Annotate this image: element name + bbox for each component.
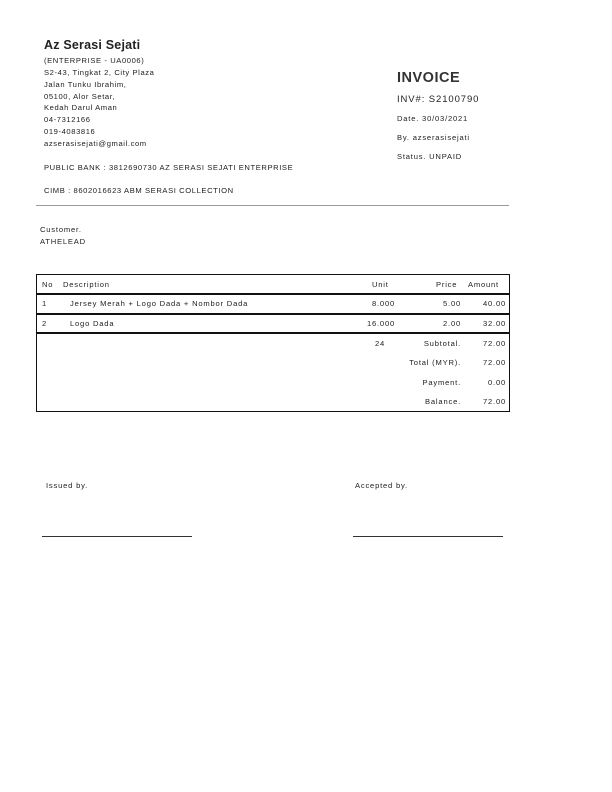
company-name: Az Serasi Sejati [44, 38, 141, 52]
balance-label: Balance. [425, 397, 461, 406]
subtotal-label: Subtotal. [423, 339, 461, 348]
table-row-amount: 32.00 [482, 319, 506, 328]
table-row-price: 2.00 [443, 319, 461, 328]
total-units: 24 [375, 339, 386, 348]
payment-value: 0.00 [488, 378, 506, 387]
company-address-line: Kedah Darul Aman [44, 103, 118, 112]
table-row-description: Jersey Merah + Logo Dada + Nombor Dada [70, 299, 249, 308]
invoice-title: INVOICE [397, 70, 461, 86]
table-divider [36, 332, 510, 334]
company-address-line: 05100, Alor Setar, [44, 92, 116, 101]
bank-account-public: PUBLIC BANK : 3812690730 AZ SERASI SEJATI ENTERPRISE [44, 163, 294, 172]
company-registration: (ENTERPRISE - UA0006) [44, 56, 145, 65]
table-divider [36, 313, 510, 315]
col-header-price: Price [436, 280, 458, 289]
customer-label: Customer. [40, 225, 82, 234]
table-row-amount: 40.00 [482, 299, 506, 308]
header-divider [36, 205, 509, 206]
col-header-description: Description [63, 280, 110, 289]
table-row-unit: 8.000 [371, 299, 395, 308]
col-header-unit: Unit [372, 280, 389, 289]
invoice-date: Date. 30/03/2021 [397, 114, 469, 123]
total-value: 72.00 [482, 358, 506, 367]
balance-value: 72.00 [482, 397, 506, 406]
customer-name: ATHELEAD [40, 237, 86, 246]
payment-label: Payment. [422, 378, 461, 387]
issued-signature-line [42, 536, 192, 537]
table-divider [36, 293, 510, 295]
table-row-unit: 16.000 [366, 319, 395, 328]
total-label: Total (MYR). [409, 358, 461, 367]
accepted-by-label: Accepted by. [355, 481, 408, 490]
company-phone: 04-7312166 [44, 115, 91, 124]
table-row-no: 1 [42, 299, 48, 308]
company-email: azserasisejati@gmail.com [44, 139, 147, 148]
col-header-amount: Amount [468, 280, 499, 289]
company-address-line: Jalan Tunku Ibrahim, [44, 80, 127, 89]
table-row-description: Logo Dada [70, 319, 115, 328]
invoice-issuer: By. azserasisejati [397, 133, 470, 142]
company-address-line: S2-43, Tingkat 2, City Plaza [44, 68, 155, 77]
table-row-no: 2 [42, 319, 48, 328]
issued-by-label: Issued by. [46, 481, 89, 490]
table-row-price: 5.00 [443, 299, 461, 308]
subtotal-value: 72.00 [482, 339, 506, 348]
bank-account-cimb: CIMB : 8602016623 ABM SERASI COLLECTION [44, 186, 234, 195]
invoice-number: INV#: S2100790 [397, 94, 480, 105]
invoice-status: Status. UNPAID [397, 152, 463, 161]
accepted-signature-line [353, 536, 503, 537]
company-mobile: 019-4083816 [44, 127, 96, 136]
col-header-no: No [42, 280, 54, 289]
